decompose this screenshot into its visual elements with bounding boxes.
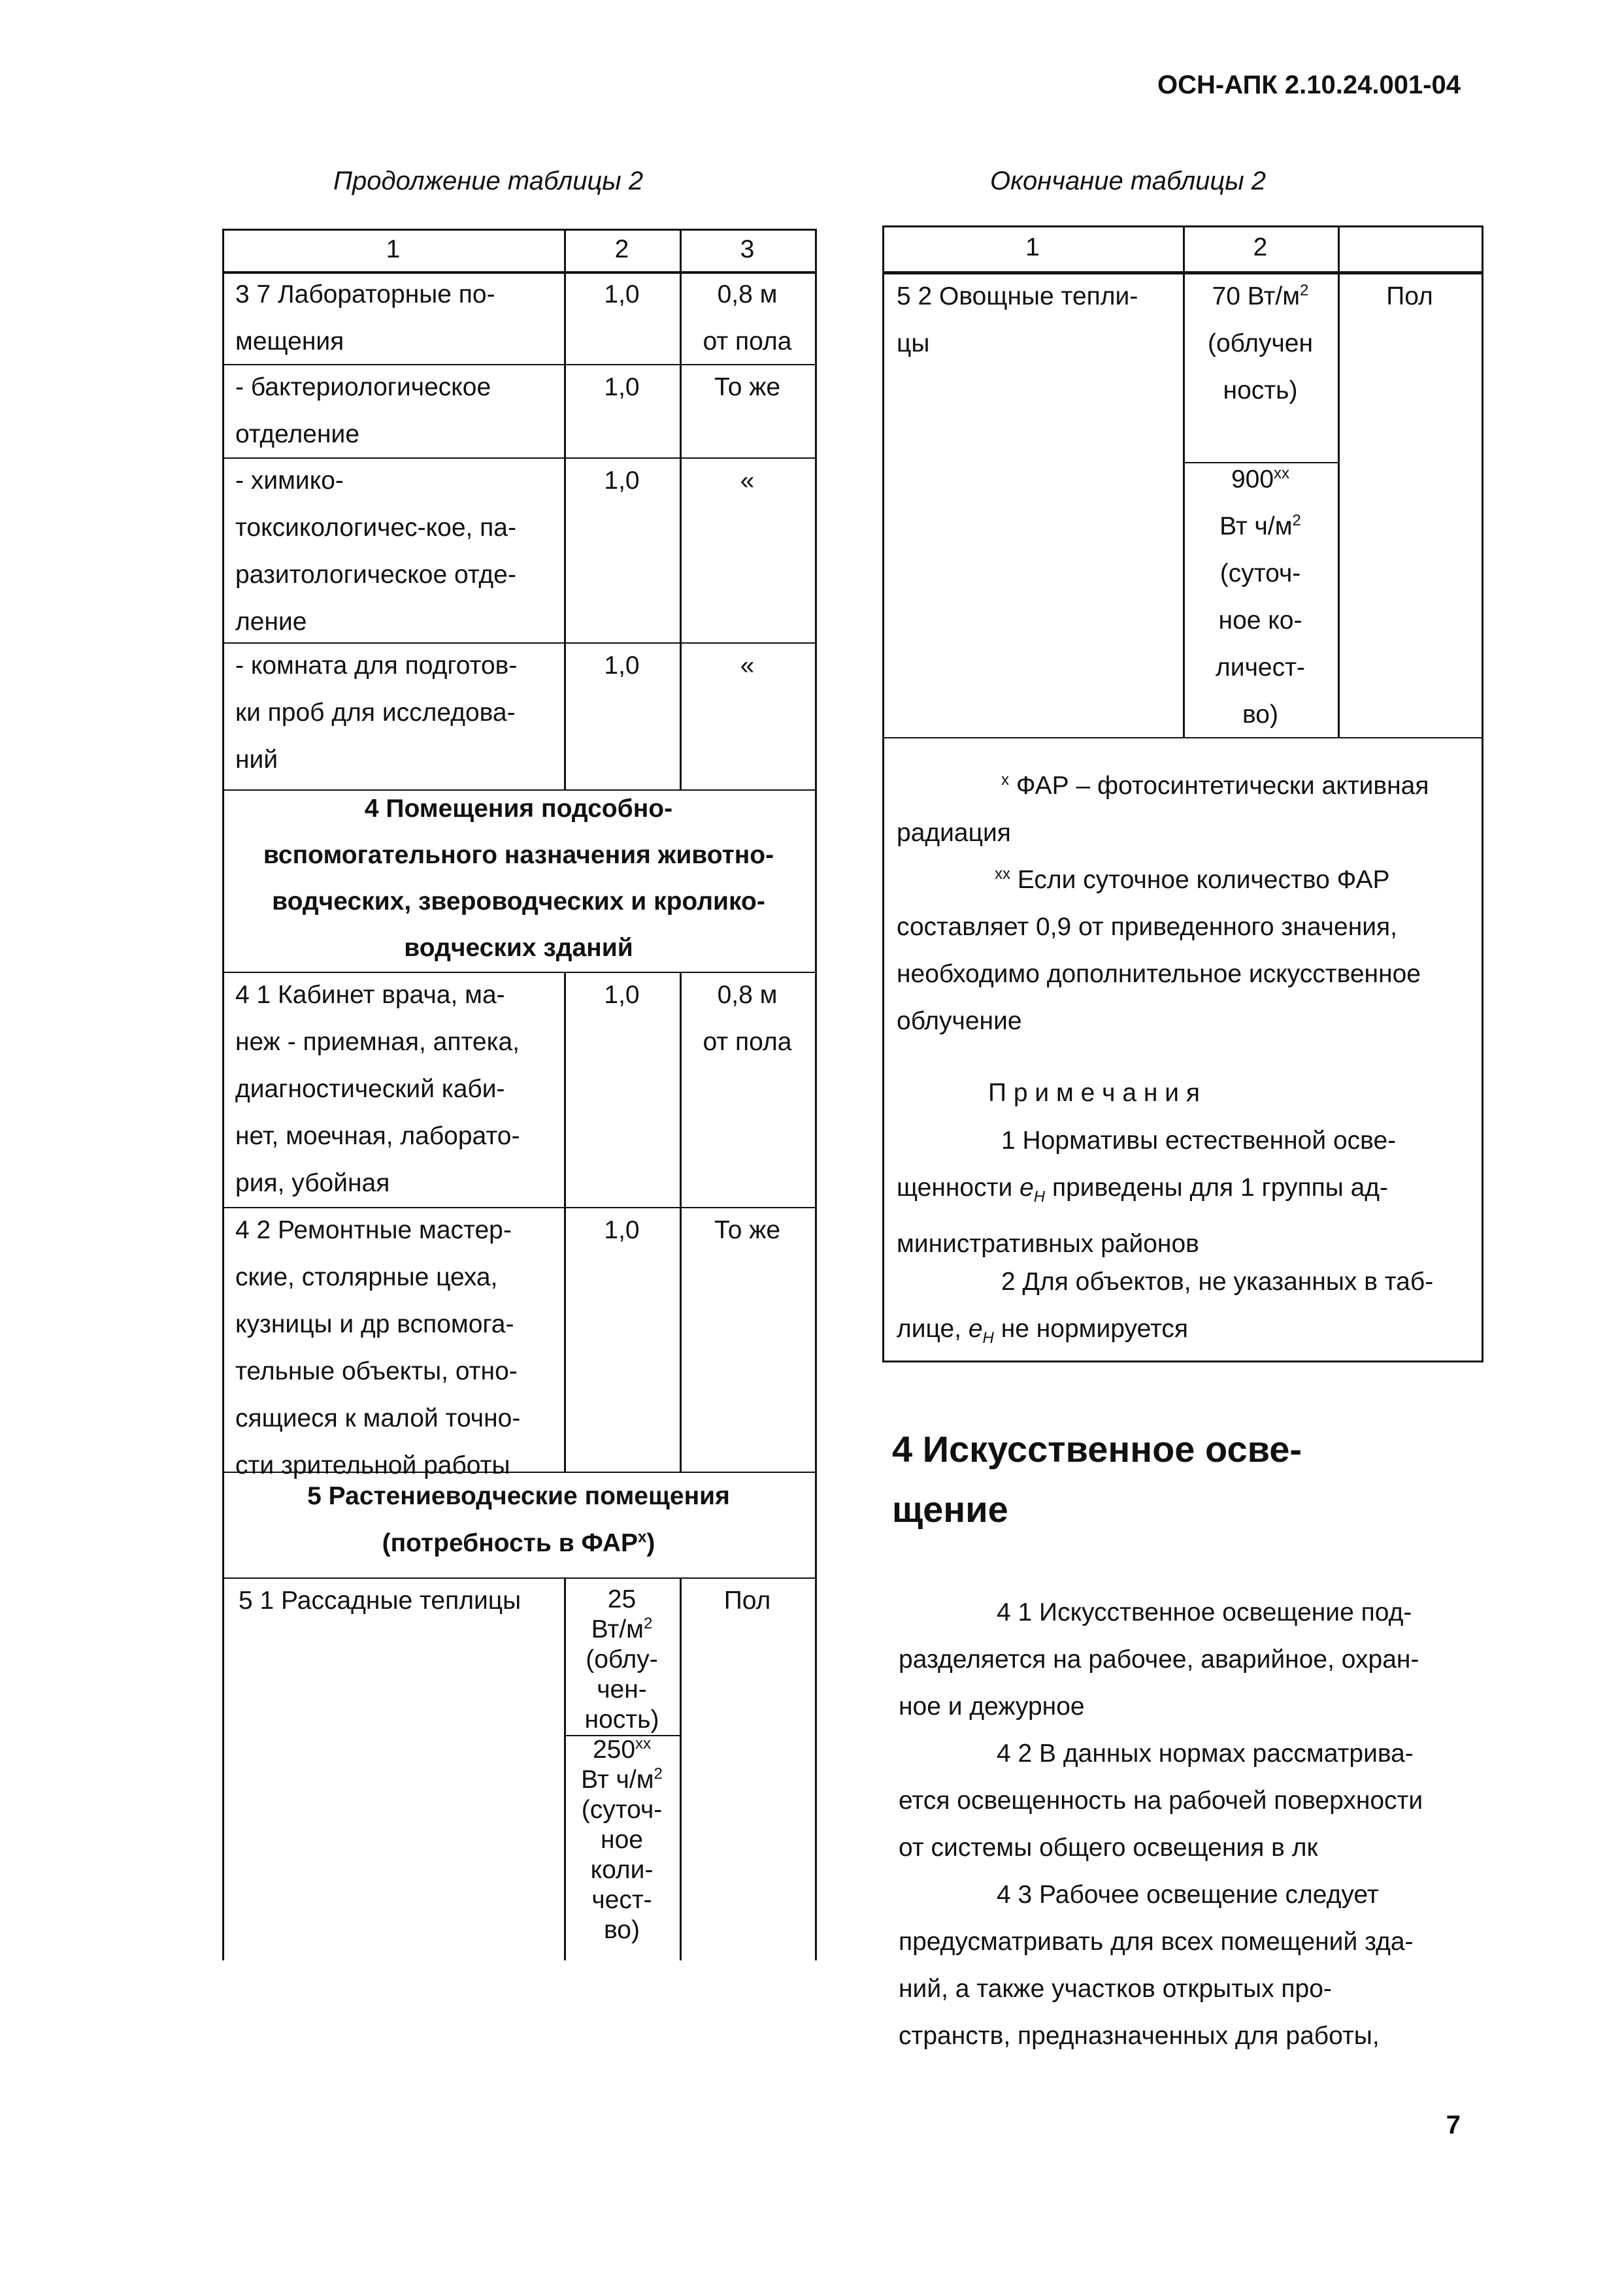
row-bacteriological-name: - бактериологическое отделение [235,373,491,448]
footnote-daily-amount: $^{xx}$ Если суточное количество ФАР составляет 0,9 от приведенного значения, необходимо дополнительное искусственное облучение [897,865,1421,1035]
row-sample-prep-col3: « [740,652,755,680]
right-header-col2: 2 [1253,233,1268,261]
row-4-2-col2: 1,0 [604,1216,640,1244]
left-header-col3: 3 [740,235,755,263]
row-chemical-col3: « [740,467,755,495]
right-table [882,225,1483,1362]
row-5-2-daily-amount: 900$^{xx}$ Вт $ч/м^2$ (суточ- ное ко- личест- во) [1216,465,1305,729]
paragraph-4-2: 4 2 В данных нормах рассматрива- ется освещенность на рабочей поверхности от системы общего освещения в лк [899,1740,1423,1862]
row-3-7-name: 3 7 Лабораторные по- мещения [235,280,495,355]
note-2: 2 Для объектов, не указанных в таб- лице, $e_H$ не нормируется [897,1268,1434,1347]
row-4-1-name: 4 1 Кабинет врача, ма- неж - приемная, аптека, диагностический каби- нет, моечная, лаборато- рия, убойная [235,981,520,1197]
row-5-2-irradiance: 70 $Вт/м^2$ (облучен ность) [1207,282,1314,404]
row-3-7-col2: 1,0 [604,280,640,308]
row-4-1-col3: 0,8 м от пола [703,981,792,1056]
row-4-2-col3: То же [714,1216,781,1244]
section-4-heading: 4 Искусственное осве- щение [892,1428,1302,1530]
row-5-1-col3: Пол [723,1587,771,1615]
row-sample-prep-name: - комната для подготов- ки проб для исследова- ний [235,652,518,774]
row-bacteriological-col3: То же [714,373,781,401]
row-5-2-col3: Пол [1386,282,1433,310]
footnote-par: $^x$ ФАР – фотосинтетически активная радиация [897,771,1429,847]
right-table-caption: Окончание таблицы 2 [990,167,1267,195]
document-code: ОСН-АПК 2.10.24.001-04 [1157,71,1461,99]
left-header-col2: 2 [614,235,629,263]
section-5-title: 5 Растениеводческие помещения (потребность в ФАР$^x$) [307,1482,730,1557]
row-5-1-daily-amount: 250$^{xx}$ Вт $ч/м^2$ (суточ- ное коли- чест- во) [581,1735,663,1944]
row-4-2-name: 4 2 Ремонтные мастер- ские, столярные цеха, кузницы и др вспомога- тельные объекты, отно- сящиеся к малой точно- сти зрительной работы [235,1216,521,1479]
row-chemical-name: - химико- токсикологичес-кое, па- разитологическое отде- ление [235,467,516,636]
row-5-1-name: 5 1 Рассадные теплицы [239,1587,522,1615]
row-5-2-name: 5 2 Овощные тепли- цы [897,282,1138,357]
paragraph-4-3: 4 3 Рабочее освещение следует предусматривать для всех помещений зда- ний, а также участков открытых про- странств, предназначенных для работы, [899,1881,1414,2050]
row-5-1-irradiance: 25 $Вт/м^2$ (облу- чен- ность) [584,1585,659,1734]
page-number: 7 [1446,2111,1461,2139]
row-3-7-col3: 0,8 м от пола [703,280,792,355]
row-4-1-col2: 1,0 [604,981,640,1009]
section-4-title: 4 Помещения подсобно- вспомогательного назначения животно- водческих, звероводческих и кролико- водческих зданий [263,795,774,962]
paragraph-4-1: 4 1 Искусственное освещение под- разделяется на рабочее, аварийное, охран- ное и дежурное [899,1598,1419,1721]
note-1: 1 Нормативы естественной осве- щенности $e_H$ приведены для 1 группы ад- министративных районов [897,1127,1397,1258]
row-chemical-col2: 1,0 [604,467,640,495]
row-bacteriological-col2: 1,0 [604,373,640,401]
row-sample-prep-col2: 1,0 [604,652,640,680]
notes-title: П р и м е ч а н и я [988,1079,1200,1107]
left-table [222,229,817,1960]
left-table-caption: Продолжение таблицы 2 [333,167,644,195]
right-header-col1: 1 [1025,233,1040,261]
left-header-col1: 1 [386,235,401,263]
